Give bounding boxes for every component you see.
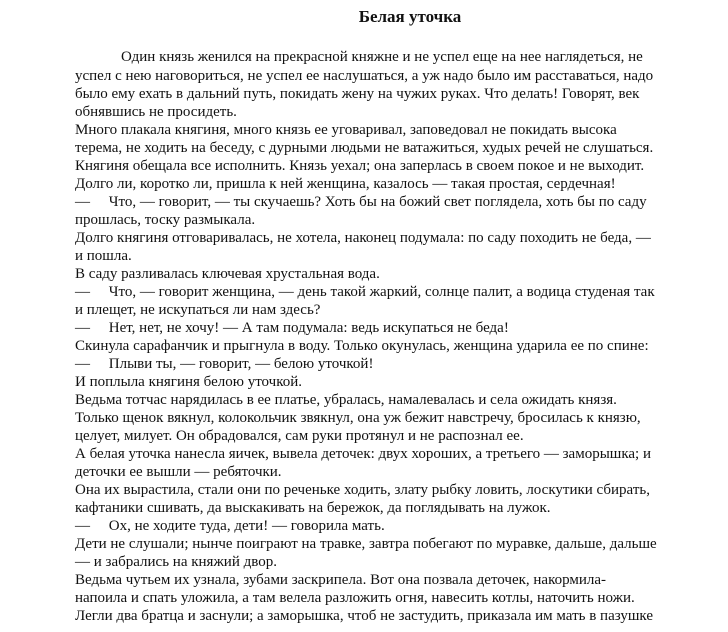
text-line: Много плакала княгиня, много князь ее уговаривал, заповедовал не покидать высока	[75, 122, 617, 138]
text-line: прошлась, тоску размыкала.	[75, 212, 256, 228]
text-line: Только щенок вякнул, колокольчик звякнул, она уж бежит навстречу, бросилась к князю,	[75, 410, 641, 426]
text-line: — Что, — говорит, — ты скучаешь? Хоть бы на божий свет поглядела, хоть бы по саду	[75, 194, 647, 210]
text-line: Один князь женился на прекрасной княжне и не успел еще на нее наглядеться, не	[121, 49, 643, 65]
text-line: успел с нею наговориться, не успел ее наслушаться, а уж надо было им расставаться, надо	[75, 68, 654, 84]
text-line: — Ох, не ходите туда, дети! — говорила мать.	[75, 518, 385, 534]
text-line: А белая уточка нанесла яичек, вывела деточек: двух хороших, а третьего — заморышка; и	[75, 446, 651, 462]
text-line: и плещет, не искупаться ли нам здесь?	[75, 302, 321, 318]
text-line: Княгиня обещала все исполнить. Князь уехал; она заперлась в своем покое и не выходит.	[75, 158, 645, 174]
text-line: напоила и спать уложила, а там велела разложить огня, навесить котлы, наточить ножи.	[75, 590, 635, 606]
text-line: Ведьма тотчас нарядилась в ее платье, убралась, намалевалась и села ожидать князя.	[75, 392, 617, 408]
text-line: — Нет, нет, не хочу! — А там подумала: ведь искупаться не беда!	[75, 320, 509, 336]
text-line: целует, милует. Он обрадовался, сам руки протянул и не распознал ее.	[75, 428, 524, 444]
text-line: Она их вырастила, стали они по реченьке ходить, злату рыбку ловить, лоскутики сбирать,	[75, 482, 650, 498]
text-line: Дети не слушали; нынче поиграют на травке, завтра побегают по муравке, дальше, дальше	[75, 536, 657, 552]
text-line: Скинула сарафанчик и прыгнула в воду. Только окунулась, женщина ударила ее по спине:	[75, 338, 649, 354]
text-line: обнявшись не просидеть.	[75, 104, 237, 120]
text-line: Легли два братца и заснули; а заморышка, чтоб не застудить, приказала им мать в пазушке	[75, 608, 653, 624]
text-line: Ведьма чутьем их узнала, зубами заскрипела. Вот она позвала деточек, накормила-	[75, 572, 607, 588]
text-line: деточки ее вышли — ребяточки.	[75, 464, 282, 480]
text-line: кафтаники сшивать, да выскакивать на бережок, да поглядывать на лужок.	[75, 500, 551, 516]
text-line: и пошла.	[75, 248, 132, 264]
text-line: — Плыви ты, — говорит, — белою уточкой!	[75, 356, 374, 372]
text-line: В саду разливалась ключевая хрустальная вода.	[75, 266, 380, 282]
document-title: Белая уточка	[358, 7, 462, 26]
text-line: Долго ли, коротко ли, пришла к ней женщина, казалось — такая простая, сердечная!	[75, 176, 616, 192]
text-line: И поплыла княгиня белою уточкой.	[75, 374, 303, 390]
text-line: Долго княгиня отговаривалась, не хотела, наконец подумала: по саду походить не беда, —	[75, 230, 651, 246]
text-line: — Что, — говорит женщина, — день такой жаркий, солнце палит, а водица студеная так	[75, 284, 655, 300]
text-line: терема, не ходить на беседу, с дурными людьми не ватажиться, худых речей не слушаться.	[75, 140, 654, 156]
text-line: — и забрались на княжий двор.	[75, 554, 277, 570]
text-line: было ему ехать в дальний путь, покидать жену на чужих руках. Что делать! Говорят, век	[75, 86, 640, 102]
